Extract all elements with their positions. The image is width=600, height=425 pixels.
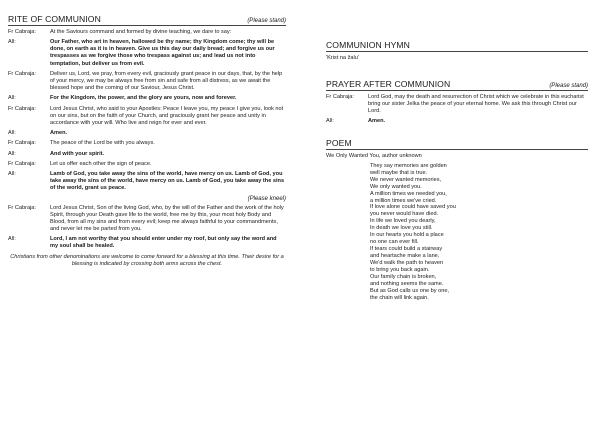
response-text: Our Father, who art in heaven, hallowed be thy name; thy Kingdom come; thy will be done, on earth as it is in heaven. Give us this day our daily bread; and forgive us our trespasses as we forgive those who trespass against us; and lead us not into temptation, but deliver us from evil.: [50, 39, 275, 67]
stand-note: (Please stand): [247, 18, 286, 24]
poem-line: In life we loved you dearly,: [370, 218, 436, 225]
response-text: Amen.: [50, 130, 68, 137]
dialogue-row: [8, 151, 286, 158]
response-text: And with your spirit.: [50, 150, 105, 157]
speaker-label: Fr Cabraja:: [8, 140, 36, 147]
prayer-heading: PRAYER AFTER COMMUNION: [326, 79, 451, 89]
poem-line: and heartache make a lane,: [370, 253, 440, 260]
response-text: Lord, I am not worthy that you should enter under my roof, but only say the word and my soul shall be healed.: [50, 236, 277, 250]
speaker-label: Fr Cabraja:: [8, 29, 36, 35]
dialogue-row: [326, 118, 588, 125]
speaker-label: Fr Cabraja:: [8, 70, 36, 77]
poem-line: If love alone could have saved you: [370, 204, 456, 211]
dialogue-row: [8, 236, 286, 250]
priest-text: Lord Jesus Christ, who said to your Apostles: Peace I leave you, my peace I give you, look not on our sins, but on the faith of your Church, and graciously grant her peace and unity in accordance with your will. Who live and reign for ever and ever.: [50, 105, 284, 126]
dialogue-row: [8, 29, 286, 36]
poem-line: the chain will link again.: [370, 294, 429, 301]
dialogue-row: [8, 71, 286, 92]
response-text: Lamb of God, you take away the sins of the world, have mercy on us. Lamb of God, you take away the sins of the world, have mercy on us. Lamb of God, you take away the sins of the world, grant us peace.: [50, 171, 285, 192]
speaker-label: All:: [8, 130, 16, 137]
poem-line: Our family chain is broken,: [370, 274, 437, 280]
speaker-label: Fr Cabraja:: [8, 105, 36, 112]
poem-line: you never would have died.: [370, 211, 439, 218]
rite-dialogue: [8, 29, 286, 192]
poem-line: a million times we've cried.: [370, 197, 437, 204]
dialogue-row: [8, 39, 286, 67]
speaker-label: All:: [8, 39, 16, 46]
blessing-note: Christians from other denominations are welcome to come forward for a blessing at this time. Their desire for a blessing is indicated by crossing both arms across the chest.: [10, 253, 284, 267]
priest-text: Lord Jesus Christ, Son of the living God, who, by the will of the Father and the work of the holy Spirit, through your Death gave life to the world, free me by this, your most holy Body and Blood, from all my sins and from every evil; keep me always faithful to your commandments, and never let me be parted from you.: [50, 204, 284, 232]
priest-text: The peace of the Lord be with you always.: [50, 140, 155, 147]
poem-line: We'd walk the path to heaven: [370, 260, 444, 267]
poem-body: [370, 163, 588, 302]
speaker-label: Fr Cabraja:: [8, 160, 36, 167]
dialogue-row: [8, 171, 286, 192]
poem-subtitle: We Only Wanted You, author unknown: [326, 152, 422, 159]
response-text: For the Kingdom, the power, and the glory are yours, now and forever.: [50, 95, 237, 102]
rite-heading-row: [8, 14, 286, 26]
dialogue-row: [8, 106, 286, 127]
speaker-label: All:: [326, 118, 334, 125]
rite-heading: RITE OF COMMUNION: [8, 14, 101, 24]
priest-text: At the Saviours command and formed by divine teaching, we dare to say:: [50, 29, 232, 35]
dialogue-row: [8, 140, 286, 147]
poem-heading: POEM: [326, 138, 588, 150]
dialogue-row: [8, 95, 286, 102]
left-page: [8, 14, 286, 268]
speaker-label: Fr Cabraja:: [326, 94, 354, 100]
prayer-heading-row: [326, 79, 588, 91]
poem-line: and nothing seems the same.: [370, 280, 444, 287]
poem-line: They say memories are golden: [370, 162, 447, 169]
dialogue-row: [8, 161, 286, 168]
poem-line: If tears could build a stairway: [370, 246, 443, 253]
prayer-dialogue: [326, 94, 588, 126]
poem-line: A million times we needed you,: [370, 190, 447, 197]
poem-line: no one can ever fill.: [370, 239, 419, 246]
poem-line: But as God calls us one by one,: [370, 287, 449, 294]
hymn-title: 'Krist na žalu': [326, 55, 359, 61]
poem-line: In death we love you still.: [370, 225, 433, 232]
rite-dialogue-2: [8, 205, 286, 251]
kneel-note: (Please kneel): [247, 195, 286, 202]
speaker-label: All:: [8, 95, 16, 102]
response-text: Amen.: [368, 118, 386, 125]
priest-text: Deliver us, Lord, we pray, from every evil, graciously grant peace in our days, that, by the help of your mercy, we may be always free from sin and safe from all distress, as we await the blessed hope and the coming of our Saviour, Jesus Christ.: [50, 70, 283, 92]
speaker-label: Fr Cabraja:: [8, 204, 36, 211]
dialogue-row: [8, 130, 286, 137]
poem-line: We never wanted memories,: [370, 176, 442, 183]
poem-line: We only wanted you.: [370, 183, 422, 190]
dialogue-row: [326, 94, 588, 115]
poem-line: well maybe that is true.: [370, 169, 428, 176]
dialogue-row: [8, 205, 286, 233]
speaker-label: All:: [8, 150, 16, 157]
priest-text: Lord God, may the death and resurrection of Christ which we celebrate in this eucharist bring our sister Jelka the peace of your eternal home. We ask this through Christ our Lord.: [368, 94, 584, 115]
hymn-heading: COMMUNION HYMN: [326, 40, 588, 52]
priest-text: Let us offer each other the sign of peace.: [50, 160, 152, 167]
prayer-stand-note: (Please stand): [549, 83, 588, 89]
speaker-label: All:: [8, 171, 16, 178]
speaker-label: All:: [8, 236, 16, 243]
poem-line: to bring you back again.: [370, 267, 430, 274]
poem-line: In our hearts you hold a place: [370, 232, 444, 239]
right-page: [326, 14, 588, 302]
